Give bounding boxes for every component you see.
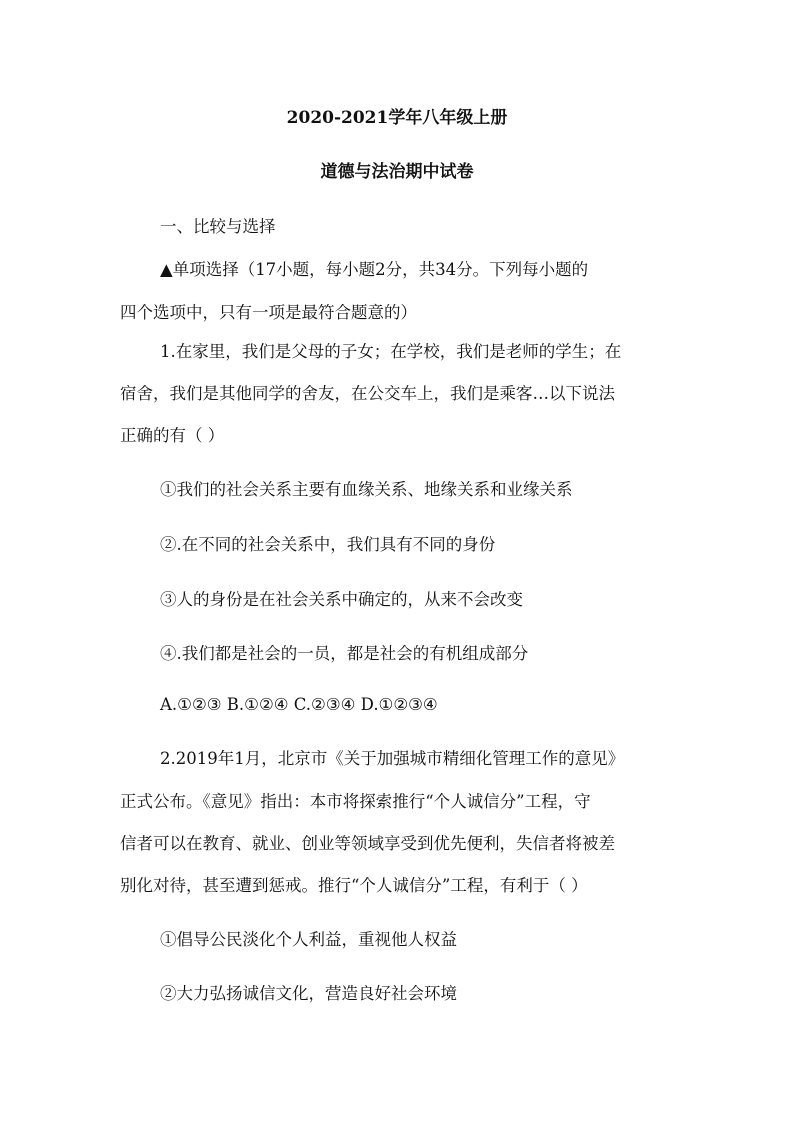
question-2-stem-line: 别化对待，甚至遭到惩戒。推行“个人诚信分”工程，有利于（ ） [120,876,588,895]
question-1-stem-line: 正确的有（ ） [120,426,225,445]
question-1-stem-line: 1.在家里，我们是父母的子女；在学校，我们是老师的学生；在 [160,342,622,361]
exam-title-subject: 道德与法治期中试卷 [320,162,474,182]
question-1-statement-1: ①我们的社会关系主要有血缘关系、地缘关系和业缘关系 [160,480,573,499]
instruction-line: 四个选项中，只有一项是最符合题意的） [120,303,417,322]
question-2-stem-line: 信者可以在教育、就业、创业等领域享受到优先便利，失信者将被差 [120,834,615,853]
question-2-stem-line: 正式公布。《意见》指出：本市将探索推行“个人诚信分”工程，守 [120,792,591,811]
instruction-line: ▲单项选择（17小题，每小题2分，共34分。下列每小题的 [160,260,589,279]
question-1-options: A.①②③ B.①②④ C.②③④ D.①②③④ [160,695,438,714]
question-1-statement-4: ④.我们都是社会的一员，都是社会的有机组成部分 [160,644,529,663]
exam-title-year: 2020-2021学年八年级上册 [286,108,508,128]
question-2-stem-line: 2.2019年1月，北京市《关于加强城市精细化管理工作的意见》 [160,749,625,768]
question-1-stem-line: 宿舍，我们是其他同学的舍友，在公交车上，我们是乘客…以下说法 [120,384,615,403]
section-heading: 一、比较与选择 [160,217,276,236]
question-1-statement-3: ③人的身份是在社会关系中确定的，从来不会改变 [160,590,523,609]
question-2-statement-2: ②大力弘扬诚信文化，营造良好社会环境 [160,984,457,1003]
question-2-statement-1: ①倡导公民淡化个人利益，重视他人权益 [160,930,457,949]
question-1-statement-2: ②.在不同的社会关系中，我们具有不同的身份 [160,535,496,554]
